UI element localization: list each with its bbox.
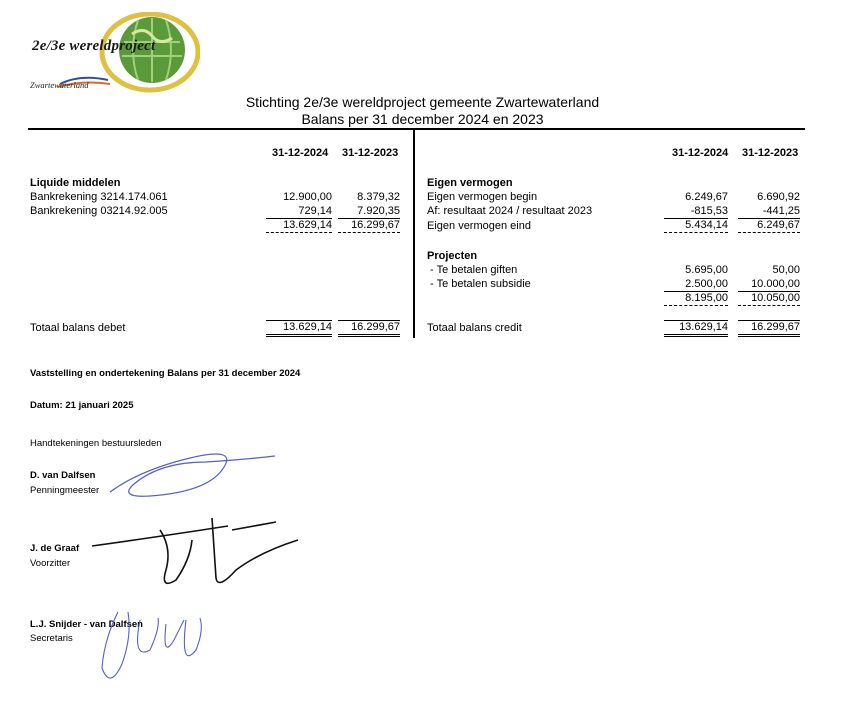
right-total-2023: 16.299,67 xyxy=(738,320,800,337)
projects-row-value-2024: 5.695,00 xyxy=(685,264,728,276)
equity-end-2023: 6.249,67 xyxy=(738,218,800,233)
equity-section-title: Eigen vermogen xyxy=(427,177,513,189)
projects-subtotal-2024: 8.195,00 xyxy=(664,291,728,306)
left-subtotal-2023: 16.299,67 xyxy=(338,218,400,233)
right-col2-header: 31-12-2023 xyxy=(742,147,799,159)
left-row-value-2024: 729,14 xyxy=(298,205,332,217)
signature-chairman xyxy=(92,518,298,583)
center-divider xyxy=(413,128,415,338)
left-section-title: Liquide middelen xyxy=(30,177,121,189)
logo-subtitle: Zwartewaterland xyxy=(30,80,89,90)
equity-row-label: Eigen vermogen begin xyxy=(427,191,538,203)
equity-row-value-2024: 6.249,67 xyxy=(685,191,728,203)
document-title: Stichting 2e/3e wereldproject gemeente Zwartewaterland xyxy=(245,94,600,110)
left-total-2024: 13.629,14 xyxy=(266,320,332,337)
signature-treasurer xyxy=(110,454,275,496)
left-row-label: Bankrekening 3214.174.061 xyxy=(30,191,168,203)
projects-section-title: Projecten xyxy=(427,250,478,262)
signer-name: D. van Dalfsen xyxy=(30,470,96,481)
left-total-label: Totaal balans debet xyxy=(30,322,126,334)
projects-row-value-2023: 10.000,00 xyxy=(751,278,800,290)
signer-role: Secretaris xyxy=(30,633,73,644)
projects-row-value-2023: 50,00 xyxy=(772,264,800,276)
equity-row-value-2024: -815,53 xyxy=(690,205,728,217)
left-col1-header: 31-12-2024 xyxy=(272,147,329,159)
right-col1-header: 31-12-2024 xyxy=(672,147,729,159)
left-row-value-2024: 12.900,00 xyxy=(283,191,332,203)
left-row-value-2023: 8.379,32 xyxy=(357,191,400,203)
signer-name: J. de Graaf xyxy=(30,543,80,554)
signer-role: Voorzitter xyxy=(30,558,71,569)
projects-subtotal-2023: 10.050,00 xyxy=(738,291,800,306)
right-total-label: Totaal balans credit xyxy=(427,322,522,334)
left-subtotal-2024: 13.629,14 xyxy=(266,218,332,233)
adoption-statement: Vaststelling en ondertekening Balans per 31 december 2024 xyxy=(30,368,301,379)
document-subtitle: Balans per 31 december 2024 en 2023 xyxy=(301,111,544,127)
equity-row-value-2023: 6.690,92 xyxy=(757,191,800,203)
left-total-2023: 16.299,67 xyxy=(338,320,400,337)
projects-row-label: - Te betalen giften xyxy=(427,264,518,276)
left-col2-header: 31-12-2023 xyxy=(342,147,399,159)
left-row-value-2023: 7.920,35 xyxy=(357,205,400,217)
right-total-2024: 13.629,14 xyxy=(664,320,728,337)
header-rule xyxy=(28,128,805,130)
equity-row-label: Eigen vermogen eind xyxy=(427,220,531,232)
projects-row-value-2024: 2.500,00 xyxy=(685,278,728,290)
signing-date: Datum: 21 januari 2025 xyxy=(30,400,134,411)
projects-row-label: - Te betalen subsidie xyxy=(427,278,531,290)
signer-name: L.J. Snijder - van Dalfsen xyxy=(30,619,143,630)
signer-role: Penningmeester xyxy=(30,485,100,496)
logo-title: 2e/3e wereldproject xyxy=(32,38,156,54)
equity-end-2024: 5.434,14 xyxy=(664,218,728,233)
equity-row-label: Af: resultaat 2024 / resultaat 2023 xyxy=(427,205,593,217)
equity-row-value-2023: -441,25 xyxy=(762,205,800,217)
left-row-label: Bankrekening 03214.92.005 xyxy=(30,205,168,217)
signatures-heading: Handtekeningen bestuursleden xyxy=(30,438,162,449)
